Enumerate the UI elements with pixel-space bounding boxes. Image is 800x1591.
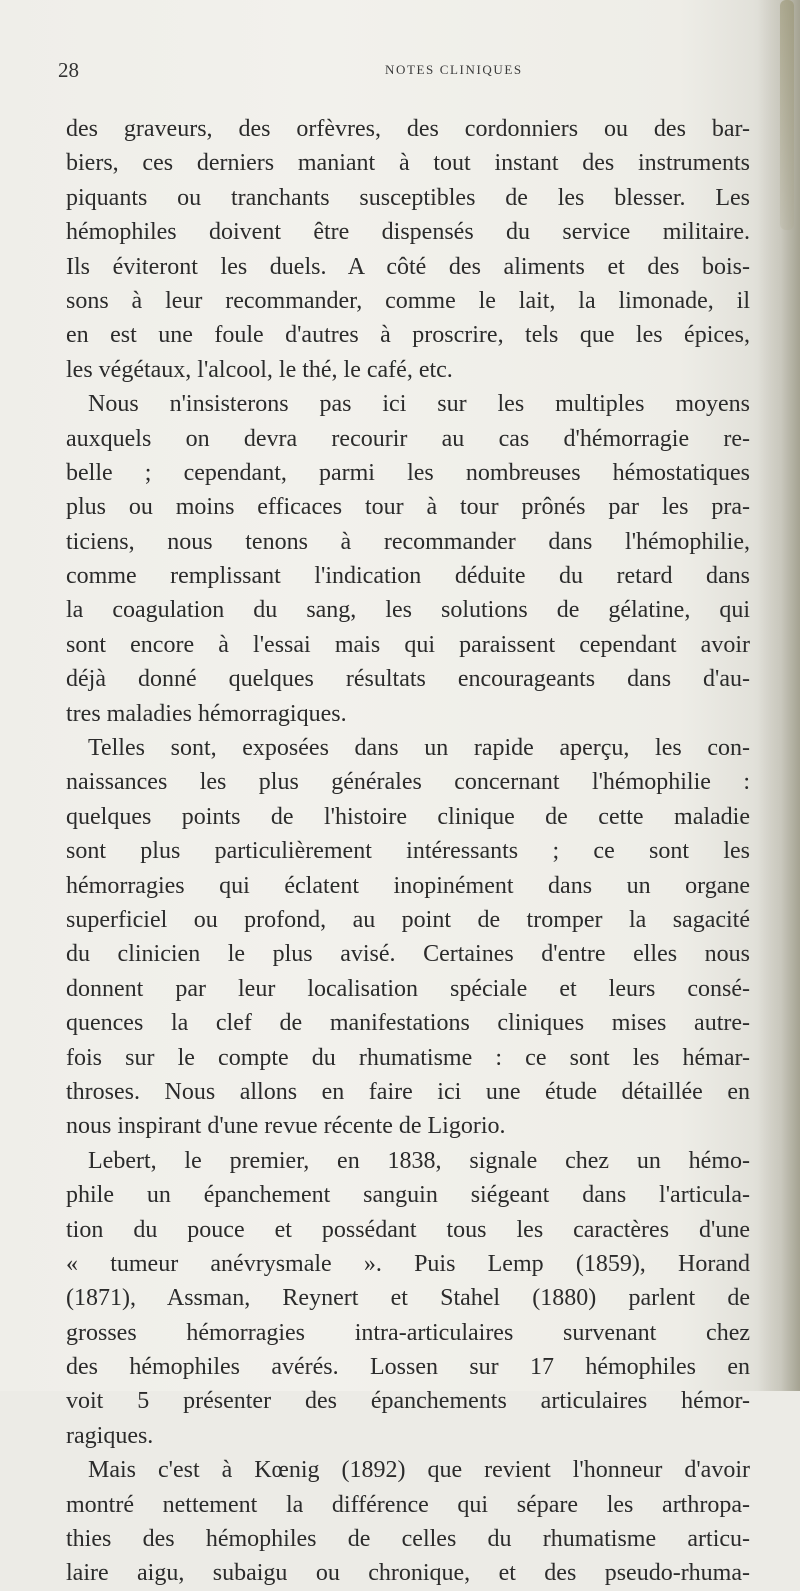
- text-line: sont encore à l'essai mais qui paraissent cependant avoir: [66, 631, 750, 658]
- text-line: sons à leur recommander, comme le lait, la limonade, il: [66, 287, 750, 314]
- text-line: biers, ces derniers maniant à tout instant des instruments: [66, 150, 750, 177]
- text-line: « tumeur anévrysmale ». Puis Lemp (1859), Horand: [66, 1250, 750, 1277]
- text-line: auxquels on devra recourir au cas d'hémorragie re-: [66, 425, 750, 452]
- text-line: fois sur le compte du rhumatisme : ce sont les hémar-: [66, 1044, 750, 1071]
- text-line: ticiens, nous tenons à recommander dans l'hémophilie,: [66, 528, 750, 555]
- text-line: des graveurs, des orfèvres, des cordonniers ou des bar-: [66, 116, 750, 142]
- body-text: [66, 112, 750, 1591]
- text-line: du clinicien le plus avisé. Certaines d'entre elles nous: [66, 941, 750, 968]
- text-line: throses. Nous allons en faire ici une étude détaillée en: [66, 1078, 750, 1105]
- text-line: quences la clef de manifestations cliniques mises autre-: [66, 1010, 750, 1037]
- text-line: sont plus particulièrement intéressants ; ce sont les: [66, 838, 750, 865]
- text-line: superficiel ou profond, au point de tromper la sagacité: [66, 906, 750, 933]
- text-line: voit 5 présenter des épanchements articulaires hémor-: [66, 1388, 750, 1415]
- text-line: montré nettement la différence qui sépare les arthropa-: [66, 1491, 750, 1518]
- page-number: 28: [58, 58, 79, 82]
- text-line: déjà donné quelques résultats encourageants dans d'au-: [66, 666, 750, 693]
- text-line: naissances les plus générales concernant l'hémophilie :: [66, 769, 750, 796]
- text-line: la coagulation du sang, les solutions de gélatine, qui: [66, 597, 750, 624]
- text-line: hémophiles doivent être dispensés du service militaire.: [66, 219, 750, 246]
- text-line: grosses hémorragies intra-articulaires survenant chez: [66, 1319, 750, 1346]
- text-line: tion du pouce et possédant tous les caractères d'une: [66, 1216, 750, 1243]
- text-line: Mais c'est à Kœnig (1892) que revient l'honneur d'avoir: [88, 1457, 750, 1484]
- text-line: les végétaux, l'alcool, le thé, le café, etc.: [66, 356, 453, 383]
- text-line: nous inspirant d'une revue récente de Ligorio.: [66, 1113, 506, 1140]
- text-line: en est une foule d'autres à proscrire, tels que les épices,: [66, 322, 750, 349]
- text-line: thies des hémophiles de celles du rhumatisme articu-: [66, 1526, 750, 1553]
- text-line: Lebert, le premier, en 1838, signale chez un hémo-: [88, 1147, 750, 1174]
- text-line: Nous n'insisterons pas ici sur les multiples moyens: [88, 391, 750, 418]
- text-line: Ils éviteront les duels. A côté des aliments et des bois-: [66, 253, 750, 280]
- text-line: belle ; cependant, parmi les nombreuses hémostatiques: [66, 459, 750, 486]
- text-line: quelques points de l'histoire clinique de cette maladie: [66, 803, 750, 830]
- text-line: hémorragies qui éclatent inopinément dans un organe: [66, 872, 750, 899]
- text-line: (1871), Assman, Reynert et Stahel (1880) parlent de: [66, 1285, 750, 1312]
- text-line: Telles sont, exposées dans un rapide aperçu, les con-: [88, 735, 750, 762]
- text-line: tres maladies hémorragiques.: [66, 700, 347, 727]
- running-head: NOTES CLINIQUES: [385, 62, 523, 77]
- text-line: ragiques.: [66, 1422, 154, 1449]
- text-line: phile un épanchement sanguin siégeant dans l'articula-: [66, 1182, 750, 1209]
- page-edge-stain: [780, 0, 794, 230]
- text-line: laire aigu, subaigu ou chronique, et des pseudo-rhuma-: [66, 1560, 750, 1587]
- text-line: comme remplissant l'indication déduite du retard dans: [66, 563, 750, 590]
- text-line: donnent par leur localisation spéciale et leurs consé-: [66, 975, 750, 1002]
- page-header: [0, 58, 800, 88]
- text-line: piquants ou tranchants susceptibles de les blesser. Les: [66, 184, 750, 211]
- text-line: des hémophiles avérés. Lossen sur 17 hémophiles en: [66, 1354, 750, 1381]
- text-line: plus ou moins efficaces tour à tour prônés par les pra-: [66, 494, 750, 521]
